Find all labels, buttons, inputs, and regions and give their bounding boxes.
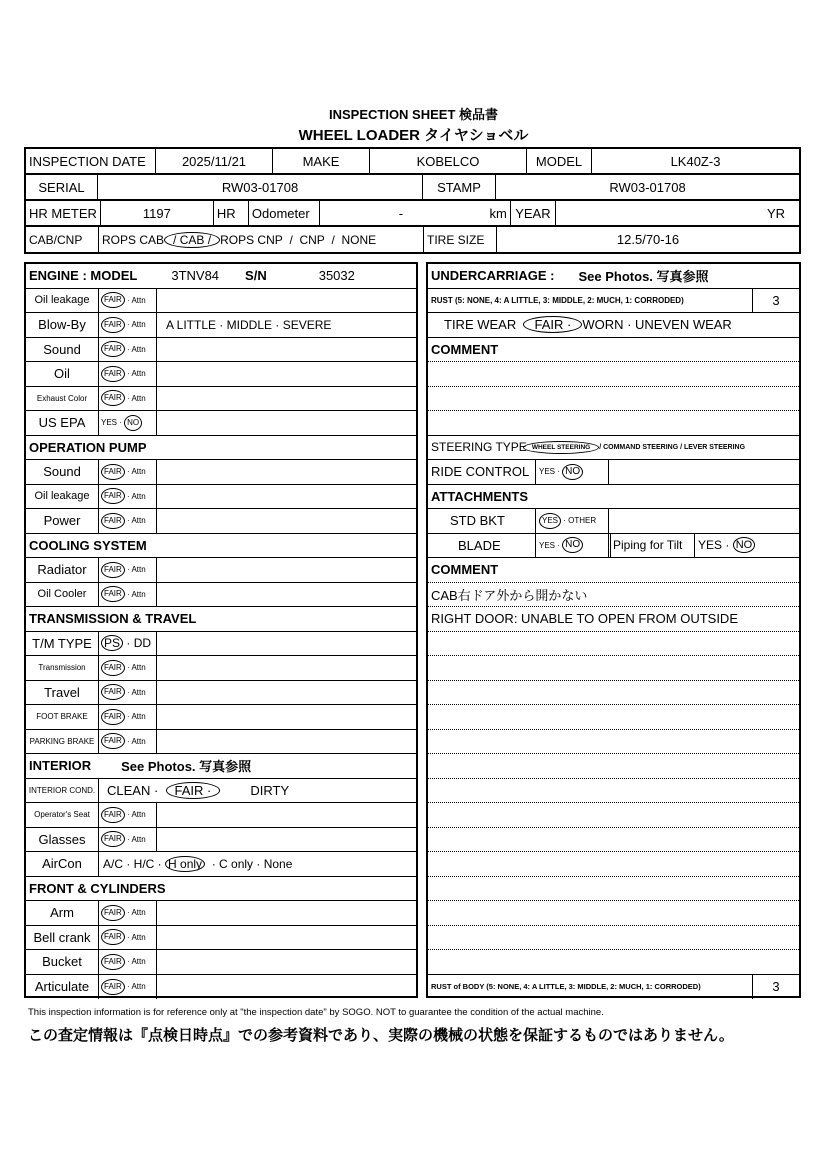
fair-attn	[99, 656, 157, 680]
fair-attn	[99, 901, 157, 925]
fair-circled: FAIR	[101, 684, 125, 700]
serial-value: RW03-01708	[98, 175, 423, 201]
attn: · Attn	[127, 320, 146, 330]
model-label: MODEL	[527, 148, 592, 174]
label: Oil	[26, 362, 99, 386]
hr-table	[24, 200, 801, 227]
sep: /	[207, 232, 212, 247]
attn: · Attn	[127, 295, 146, 305]
row-interior-cond	[26, 779, 416, 804]
label: Oil leakage	[26, 485, 99, 509]
serial-label: SERIAL	[25, 175, 98, 201]
undercarriage-head	[428, 264, 799, 289]
comment-line-2: RIGHT DOOR: UNABLE TO OPEN FROM OUTSIDE	[428, 607, 799, 632]
comment2-head: COMMENT	[428, 558, 799, 583]
attn: · Attn	[127, 736, 146, 746]
label: Operator's Seat	[26, 803, 99, 827]
label: US EPA	[26, 411, 99, 435]
cab-selected	[164, 232, 220, 248]
yes-circled: YES	[539, 513, 561, 529]
attn: · Attn	[127, 834, 146, 844]
odometer-value: -	[319, 201, 482, 227]
year-unit: YR	[555, 201, 800, 227]
aircon-opts-a: A/C · H/C ·	[103, 856, 162, 871]
yes: YES ·	[698, 538, 730, 553]
label: Articulate	[26, 975, 99, 1000]
serial-table	[24, 174, 801, 201]
h-only-circled: H only	[165, 856, 205, 872]
attn: · Attn	[127, 491, 146, 501]
label: Power	[26, 509, 99, 533]
fair-attn	[99, 803, 157, 827]
blade-label: BLADE	[458, 537, 501, 553]
row-sound	[26, 338, 416, 363]
cooling-head: COOLING SYSTEM	[26, 534, 416, 559]
other: · OTHER	[563, 516, 597, 526]
piping-options	[694, 534, 799, 558]
fair-attn	[99, 705, 157, 729]
no-circled: NO	[562, 537, 583, 553]
attn: · Attn	[127, 663, 146, 673]
fair-attn	[99, 926, 157, 950]
cnp-option: CNP	[299, 232, 325, 247]
transmission-head: TRANSMISSION & TRAVEL	[26, 607, 416, 632]
label: T/M TYPE	[26, 632, 99, 656]
label: Sound	[26, 460, 99, 484]
comment-line	[428, 656, 799, 681]
front-head: FRONT & CYLINDERS	[26, 877, 416, 902]
interior-head	[26, 754, 416, 779]
fair-circled: FAIR	[101, 905, 125, 921]
engine-head	[26, 264, 416, 289]
label: Bucket	[26, 950, 99, 974]
fair-circled: FAIR	[101, 390, 125, 406]
attn: · Attn	[127, 982, 146, 992]
row-travel	[26, 681, 416, 706]
engine-model: 3TNV84	[171, 268, 220, 284]
fair-attn	[99, 313, 157, 337]
row-glasses	[26, 828, 416, 853]
tm-options	[99, 632, 157, 656]
row-foot-brake	[26, 705, 416, 730]
label: AirCon	[26, 852, 99, 876]
row-transmission	[26, 656, 416, 681]
label: Travel	[26, 681, 99, 705]
dirty: DIRTY	[250, 782, 290, 798]
comment-head: COMMENT	[428, 338, 799, 363]
comment-line	[428, 730, 799, 755]
blow-by-options: A LITTLE · MIDDLE · SEVERE	[166, 317, 332, 332]
rops-cnp-option: ROPS CNP	[220, 232, 283, 247]
label: Glasses	[26, 828, 99, 852]
disclaimer-jp: この査定情報は『点検日時点』での参考資料であり、実際の機械の状態を保証するものではありません。	[28, 1027, 734, 1044]
attn: · Attn	[127, 516, 146, 526]
label: INTERIOR COND.	[26, 779, 99, 803]
attn: · Attn	[127, 932, 146, 942]
row-us-epa	[26, 411, 416, 436]
fair-circled: FAIR	[101, 366, 125, 382]
no-circled: NO	[124, 415, 142, 431]
row-pump-power	[26, 509, 416, 534]
fair-circled: FAIR	[101, 709, 125, 725]
label: PARKING BRAKE	[26, 730, 99, 754]
attn: · Attn	[127, 712, 146, 722]
row-pump-sound	[26, 460, 416, 485]
row-aircon	[26, 852, 416, 877]
fair-attn	[99, 730, 157, 754]
row-bucket	[26, 950, 416, 975]
hr-meter-value: 1197	[100, 201, 213, 227]
comment-line	[428, 681, 799, 706]
fair-attn	[99, 289, 157, 313]
fair-circled: FAIR	[101, 341, 125, 357]
rops-cab-option: ROPS CAB	[102, 232, 165, 247]
fair-circled: FAIR	[101, 562, 125, 578]
comment-line	[428, 632, 799, 657]
hr-unit: HR	[213, 201, 248, 227]
tire-other-options: WORN · UNEVEN WEAR	[582, 317, 732, 333]
tire-size-label: TIRE SIZE	[424, 227, 497, 254]
row-articulate	[26, 975, 416, 1000]
sheet-subtitle: WHEEL LOADER タイヤショベル	[298, 127, 529, 144]
fair-circled: FAIR	[101, 586, 125, 602]
label: Oil leakage	[26, 289, 99, 313]
tire-size-value: 12.5/70-16	[497, 227, 801, 254]
make-label: MAKE	[273, 148, 370, 174]
km-unit: km	[482, 201, 511, 227]
hr-meter-label: HR METER	[25, 201, 100, 227]
row-rust-body	[428, 975, 799, 1000]
yes: YES ·	[539, 467, 560, 477]
tire-fair-circled: FAIR ·	[523, 316, 582, 333]
label: Transmission	[26, 656, 99, 680]
comment-line	[428, 852, 799, 877]
attn: · Attn	[127, 393, 146, 403]
attn: · Attn	[127, 957, 146, 967]
sep: /	[289, 232, 293, 247]
fair-attn	[99, 338, 157, 362]
dd: · DD	[126, 636, 152, 651]
sep: /	[331, 232, 335, 247]
sheet-title: INSPECTION SHEET 検品書	[328, 107, 499, 122]
left-panel	[24, 262, 418, 998]
fair-circled: FAIR	[101, 929, 125, 945]
fair-attn	[99, 558, 157, 582]
label: FOOT BRAKE	[26, 705, 99, 729]
attn: · Attn	[127, 687, 146, 697]
row-rust	[428, 289, 799, 314]
steering-label: STEERING TYPE	[431, 440, 527, 455]
fair-circled: FAIR	[101, 831, 125, 847]
label: Oil Cooler	[26, 583, 99, 607]
label: Radiator	[26, 558, 99, 582]
clean: CLEAN ·	[107, 782, 159, 798]
model-value: LK40Z-3	[592, 148, 801, 174]
row-blow-by	[26, 313, 416, 338]
cab-options	[99, 227, 424, 254]
disclaimer-en: This inspection information is for reference only at "the inspection date" by SOGO. NOT to guarantee the condition of the actual machine.	[28, 1007, 604, 1018]
row-oil-cooler	[26, 583, 416, 608]
interior-cond-options	[99, 779, 416, 803]
engine-sn: 35032	[318, 268, 355, 284]
label: Bell crank	[26, 926, 99, 950]
ride-control-options	[535, 460, 609, 484]
row-radiator	[26, 558, 416, 583]
interior-see-photos: See Photos. 写真参照	[121, 759, 252, 775]
row-bell-crank	[26, 926, 416, 951]
fair-circled: FAIR	[101, 464, 125, 480]
label: Blow-By	[26, 313, 99, 337]
no-circled: NO	[733, 537, 756, 553]
right-panel	[426, 262, 801, 998]
cab-label: CAB/CNP	[25, 227, 99, 254]
stamp-label: STAMP	[423, 175, 496, 201]
label: Exhaust Color	[26, 387, 99, 411]
attn: · Attn	[127, 810, 146, 820]
steering-other-options: / COMMAND STEERING / LEVER STEERING	[599, 443, 746, 451]
label: Sound	[26, 338, 99, 362]
comment-line	[428, 779, 799, 804]
fair-attn	[99, 460, 157, 484]
row-oil	[26, 362, 416, 387]
blade-options	[535, 534, 609, 558]
row-pump-oil-leakage	[26, 485, 416, 510]
attn: · Attn	[127, 589, 146, 599]
attn: · Attn	[127, 369, 146, 379]
row-blade	[428, 534, 799, 559]
rust-body-label: RUST of BODY (5: NONE, 4: A LITTLE, 3: MIDDLE, 2: MUCH, 1: CORRODED)	[431, 982, 701, 992]
piping-label: Piping for Tilt	[610, 534, 694, 558]
attn: · Attn	[127, 344, 146, 354]
stamp-value: RW03-01708	[496, 175, 801, 201]
comment-line-1: CAB右ドア外から開かない	[428, 583, 799, 608]
row-operator-seat	[26, 803, 416, 828]
label: Arm	[26, 901, 99, 925]
fair-attn	[99, 362, 157, 386]
row-std-bkt	[428, 509, 799, 534]
fair-circled: FAIR	[101, 733, 125, 749]
attachments-head: ATTACHMENTS	[428, 485, 799, 510]
undercarriage-head-label: UNDERCARRIAGE :	[431, 268, 555, 284]
comment-line	[428, 877, 799, 902]
comment-line	[428, 926, 799, 951]
no-circled: NO	[562, 464, 583, 480]
none-option: NONE	[341, 232, 377, 247]
engine-sn-label: S/N	[245, 268, 267, 284]
comment-line	[428, 901, 799, 926]
inspection-date: 2025/11/21	[156, 148, 273, 174]
row-oil-leakage	[26, 289, 416, 314]
epa-options: YES · NO	[99, 411, 157, 435]
header-table	[24, 147, 801, 175]
row-exhaust	[26, 387, 416, 412]
fair-attn	[99, 485, 157, 509]
fair-circled: FAIR	[101, 513, 125, 529]
fair-attn	[99, 387, 157, 411]
sep: /	[173, 232, 177, 247]
fair-attn	[99, 950, 157, 974]
row-steering	[428, 436, 799, 461]
ps-circled: PS	[101, 635, 123, 651]
interior-head-label: INTERIOR	[29, 758, 92, 774]
fair-attn	[99, 828, 157, 852]
year-label: YEAR	[510, 201, 555, 227]
row-tire-wear	[428, 313, 799, 338]
rust-label: RUST (5: NONE, 4: A LITTLE, 3: MIDDLE, 2: MUCH, 1: CORRODED)	[431, 295, 684, 305]
engine-head-label: ENGINE : MODEL	[29, 268, 138, 284]
comment-line	[428, 387, 799, 412]
fair-circled: FAIR	[101, 660, 125, 676]
comment-line	[428, 362, 799, 387]
odometer-label: Odometer	[248, 201, 319, 227]
fair-circled: FAIR ·	[166, 782, 221, 799]
rust-value: 3	[752, 289, 799, 313]
comment-line	[428, 411, 799, 436]
comment-line	[428, 803, 799, 828]
undercarriage-see-photos: See Photos. 写真参照	[578, 269, 709, 285]
fair-attn	[99, 583, 157, 607]
tire-wear-label: TIRE WEAR	[444, 317, 517, 333]
cab-option: CAB	[179, 232, 205, 247]
comment-line	[428, 705, 799, 730]
aircon-options	[99, 852, 416, 876]
fair-circled: FAIR	[101, 954, 125, 970]
comment-line	[428, 754, 799, 779]
row-ride-control	[428, 460, 799, 485]
row-arm	[26, 901, 416, 926]
inspection-date-label: INSPECTION DATE	[25, 148, 156, 174]
fair-attn	[99, 681, 157, 705]
fair-circled: FAIR	[101, 317, 125, 333]
aircon-opts-b: · C only · None	[211, 856, 293, 871]
comment-line	[428, 828, 799, 853]
fair-attn	[99, 509, 157, 533]
std-bkt-label: STD BKT	[450, 513, 505, 529]
yes: YES ·	[539, 540, 560, 550]
ride-control-label: RIDE CONTROL	[431, 464, 530, 480]
fair-circled: FAIR	[101, 488, 125, 504]
cab-table	[24, 226, 801, 254]
rust-body-value: 3	[752, 975, 799, 1000]
row-tm-type	[26, 632, 416, 657]
wheel-steering-circled: WHEEL STEERING	[523, 441, 599, 454]
attn: · Attn	[127, 565, 146, 575]
fair-attn	[99, 975, 157, 1000]
comment-line	[428, 950, 799, 975]
attn: · Attn	[127, 908, 146, 918]
make-value: KOBELCO	[370, 148, 527, 174]
row-parking-brake	[26, 730, 416, 755]
attn: · Attn	[127, 467, 146, 477]
fair-circled: FAIR	[101, 979, 125, 995]
operation-pump-head: OPERATION PUMP	[26, 436, 416, 461]
fair-circled: FAIR	[101, 807, 125, 823]
fair-circled: FAIR	[101, 292, 125, 308]
std-bkt-options	[535, 509, 609, 533]
yes: YES	[101, 418, 118, 428]
